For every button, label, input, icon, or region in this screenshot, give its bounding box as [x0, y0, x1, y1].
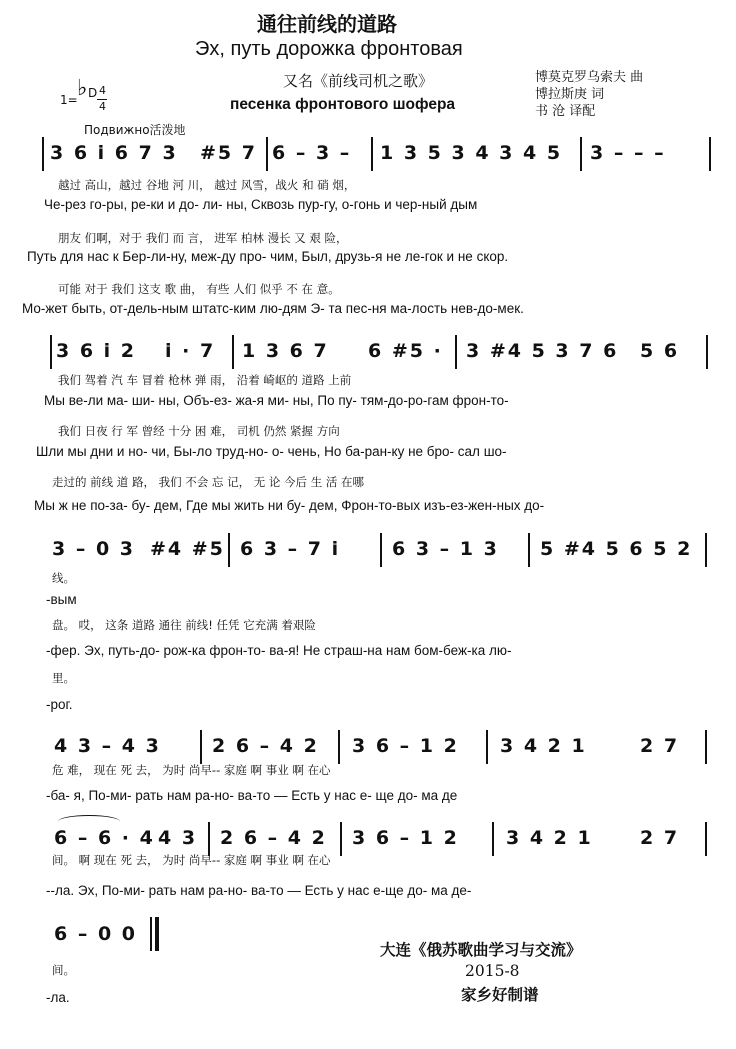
system3-measure1: 3 – 0 3 — [52, 538, 136, 560]
system5-measure2: 2 6 – 4 2 — [220, 827, 327, 849]
credit-composer: 博莫克罗乌索夫 曲 — [535, 70, 644, 85]
system2-end-bar — [706, 335, 708, 369]
system3-lyric1: 线。 — [52, 571, 75, 585]
alt-name-ru: песенка фронтового шофера — [230, 96, 456, 113]
system1-end-bar — [709, 137, 711, 171]
system1-start-bar — [42, 137, 44, 171]
system4-measure1: 4 3 – 4 3 — [54, 735, 161, 757]
system1-lyric6: Мо-жет быть, от-дель-ным штатс-ким лю-дям Э- та пес-ня ма-лость нев-до-мек. — [22, 301, 524, 316]
system5-end-bar — [705, 822, 707, 856]
system3-measure2: 6 3 – 7 i — [240, 538, 341, 560]
system3-lyric5: 里。 — [52, 671, 75, 685]
alt-name-zh: 又名《前线司机之歌》 — [283, 72, 434, 90]
system3-bar2 — [380, 533, 382, 567]
time-bottom: 4 — [99, 100, 106, 113]
system2-measure2b: 6 #5 · — [368, 340, 443, 362]
system6-lyric2: -ла. — [46, 990, 70, 1005]
system4-measure4: 3 4 2 1 — [500, 735, 587, 757]
flat-icon: ♭ — [77, 76, 88, 101]
system4-lyric1: 危 难， 现在 死 去， 为时 尚早-- 家庭 啊 事业 啊 在心 — [52, 763, 331, 777]
system3-bar3 — [528, 533, 530, 567]
system2-measure2: 1 3 6 7 — [242, 340, 329, 362]
system4-bar2 — [338, 730, 340, 764]
system2-lyric2: Мы ве-ли ма- ши- ны, Объ-ез- жа-я ми- ны, По пу- тям-до-ро-гам фрон-то- — [44, 393, 509, 408]
system2-lyric1: 我们 驾着 汽 车 冒着 枪林 弹 雨， 沿着 崎岖的 道路 上前 — [58, 373, 352, 387]
system1-lyric5: 可能 对于 我们 这支 歌 曲， 有些 人们 似乎 不 在 意。 — [58, 282, 340, 296]
system5-bar1 — [208, 822, 210, 856]
system1-lyric1: 越过 高山，越过 谷地 河 川， 越过 风雪，战火 和 硝 烟， — [58, 178, 356, 192]
system5-bar2 — [340, 822, 342, 856]
title-ru: Эх, путь дорожка фронтовая — [195, 38, 463, 60]
system2-bar1 — [232, 335, 234, 369]
system1-bar2 — [371, 137, 373, 171]
system3-measure4: 5 #4 5 6 5 2 — [540, 538, 693, 560]
credit-translator: 书 沧 译配 — [535, 104, 596, 119]
system1-measure3: 1 3 5 3 4 3 4 5 — [380, 142, 563, 164]
system5-measure4b: 2 7 — [640, 827, 680, 849]
system2-lyric3: 我们 日夜 行 军 曾经 十分 困 难， 司机 仍然 紧握 方向 — [58, 424, 340, 438]
credit-lyricist: 博拉斯庚 词 — [535, 87, 605, 102]
footer-line2: 2015-8 — [465, 962, 520, 980]
footer-line1: 大连《俄苏歌曲学习与交流》 — [380, 940, 582, 959]
system2-measure3b: 5 6 — [640, 340, 680, 362]
system3-bar1 — [228, 533, 230, 567]
system2-measure1: 3 6 i 2 — [56, 340, 137, 362]
system4-measure2: 2 6 – 4 2 — [212, 735, 319, 757]
system2-lyric4: Шли мы дни и но- чи, Бы-ло трyд-но- о- чень, Но ба-ран-ку не бро- сал шо- — [36, 444, 507, 459]
system4-lyric2: -ба- я, По-ми- рать нам ра-но- ва-то — Есть у нас е- ще до- ма де — [46, 788, 458, 803]
system5-measure3: 3 6 – 1 2 — [352, 827, 459, 849]
title-zh: 通往前线的道路 — [257, 12, 397, 36]
final-thick-bar — [155, 917, 159, 951]
system4-bar1 — [200, 730, 202, 764]
system2-measure1b: i · 7 — [165, 340, 216, 362]
system4-measure4b: 2 7 — [640, 735, 680, 757]
system5-measure4: 3 4 2 1 — [506, 827, 593, 849]
system5-measure1: 6 – 6 · 4 — [54, 827, 155, 849]
system2-start-bar — [50, 335, 52, 369]
final-thin-bar — [150, 917, 152, 951]
system1-measure4: 3 – – – — [590, 142, 666, 164]
system3-lyric3: 盘。 哎， 这条 道路 通往 前线! 任凭 它充满 着艰险 — [52, 618, 316, 632]
footer-line3: 家乡好制谱 — [461, 985, 539, 1004]
system1-measure1: 3 6 i 6 7 3 — [50, 142, 178, 164]
key-label: 1= — [60, 93, 78, 107]
system1-measure1b: #5 7 — [200, 142, 257, 164]
tempo: Подвижно活泼地 — [84, 123, 186, 137]
system3-lyric4: -фер. Эх, путь-до- рож-ка фрон-то- ва-я! Не страш-на нам бом-беж-ка лю- — [46, 643, 512, 658]
system1-bar1 — [266, 137, 268, 171]
system1-bar3 — [580, 137, 582, 171]
system5-bar3 — [492, 822, 494, 856]
system5-lyric1: 间。 啊 现在 死 去， 为时 尚早-- 家庭 啊 事业 啊 在心 — [52, 853, 331, 867]
time-top: 4 — [99, 84, 106, 97]
key-note: D — [88, 86, 98, 100]
system1-lyric4: Путь для нас к Бер-ли-ну, меж-ду про- чим, Был, друзь-я не ле-гок и не скор. — [27, 249, 509, 264]
system3-lyric6: -рог. — [46, 697, 73, 712]
system6-lyric1: 间。 — [52, 963, 75, 977]
system3-measure1b: #4 #5 — [150, 538, 225, 560]
system1-lyric2: Че-рез го-ры, ре-ки и до- ли- ны, Сквозь пур-гу, о-гонь и чер-ный дым — [44, 197, 478, 212]
system1-lyric3: 朋友 们啊，对于 我们 而 言， 进军 柏林 漫长 又 艰 险， — [58, 231, 348, 245]
system2-lyric5: 走过的 前线 道 路， 我们 不会 忘 记， 无 论 今后 生 活 在哪 — [52, 475, 365, 489]
system3-end-bar — [705, 533, 707, 567]
system6-measure1: 6 – 0 0 — [54, 923, 138, 945]
system2-measure3: 3 #4 5 3 7 6 — [466, 340, 619, 362]
system1-measure2: 6 – 3 – — [272, 142, 352, 164]
system5-lyric2: --ла. Эх, По-ми- рать нам ра-но- ва-то — Есть у нас е-ще до- ма де- — [46, 883, 472, 898]
system4-measure3: 3 6 – 1 2 — [352, 735, 459, 757]
system2-lyric6: Мы ж не по-за- бу- дем, Где мы жить ни бу- дем, Фрон-то-вых изъ-ез-жен-ных до- — [34, 498, 545, 513]
system4-end-bar — [705, 730, 707, 764]
system4-bar3 — [486, 730, 488, 764]
system3-lyric2: -вым — [46, 592, 77, 607]
system5-measure1b: 4 3 — [158, 827, 198, 849]
system3-measure3: 6 3 – 1 3 — [392, 538, 499, 560]
system2-bar2 — [455, 335, 457, 369]
